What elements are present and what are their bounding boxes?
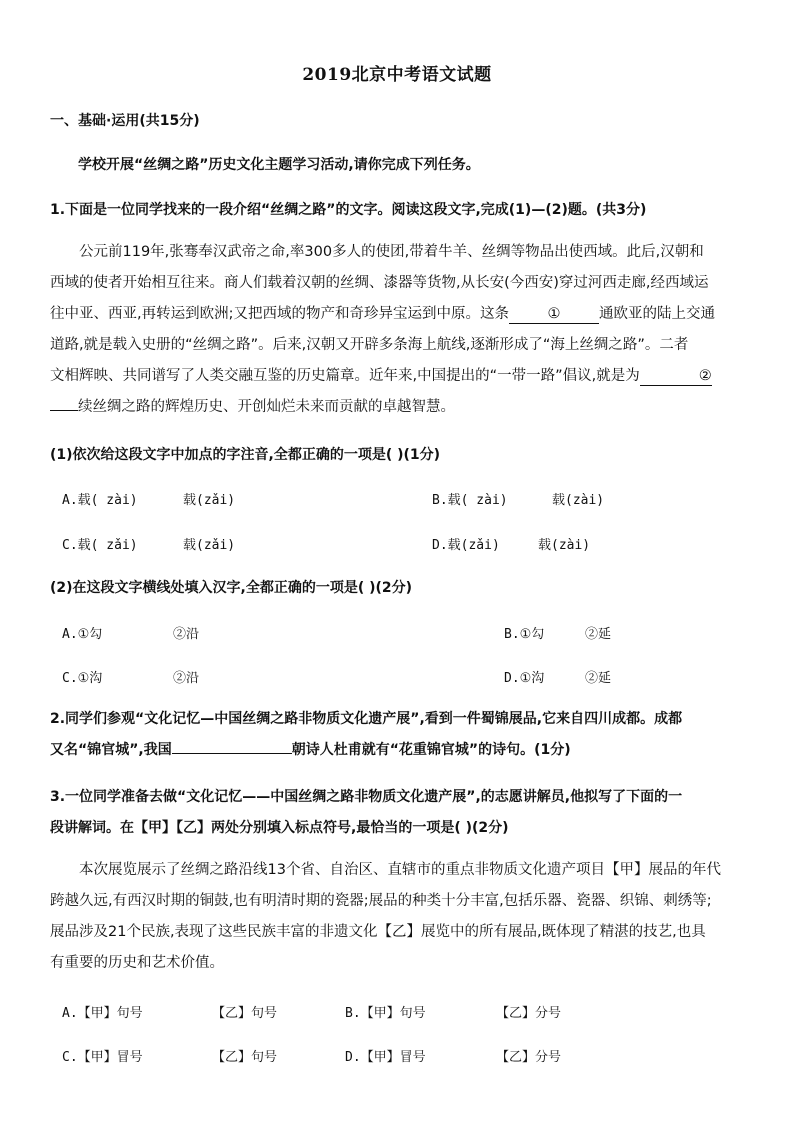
q3-line: 段讲解词。在【甲】【乙】两处分别填入标点符号,最恰当的一项是( )(2分) <box>50 820 509 836</box>
option-d-2: 【乙】分号 <box>496 1050 562 1065</box>
option-a: A.①勾 <box>62 627 103 642</box>
section-intro: 学校开展“丝绸之路”历史文化主题学习活动,请你完成下列任务。 <box>78 157 480 173</box>
q2-text <box>50 704 750 766</box>
passage-line: 跨越久远,有西汉时期的铜鼓,也有明清时期的瓷器;展品的种类十分丰富,包括乐器、瓷器、织锦、刺绣等; <box>50 893 712 909</box>
passage-line: 道路,就是载入史册的“丝绸之路”。后来,汉朝又开辟多条海上航线,逐渐形成了“海上丝绸之路”。二者 <box>50 337 689 353</box>
option-c: C.载( zǎi) <box>62 538 138 553</box>
option-b: B.①勾 <box>504 627 545 642</box>
q1-stem: 1.下面是一位同学找来的一段介绍“丝绸之路”的文字。阅读这段文字,完成(1)—(2)题。(共3分) <box>50 202 647 218</box>
option-c-2: 【乙】句号 <box>212 1050 278 1065</box>
q3-text <box>50 782 750 844</box>
passage-line: 公元前119年,张骞奉汉武帝之命,率300多人的使团,带着牛羊、丝绸等物品出使西域。此后,汉朝和 <box>79 244 704 260</box>
passage-line <box>50 392 750 423</box>
q3-line: 3.一位同学准备去做“文化记忆——中国丝绸之路非物质文化遗产展”,的志愿讲解员,他拟写了下面的一 <box>50 789 683 805</box>
option-a-2: 【乙】句号 <box>212 1006 278 1021</box>
option-c-2: ②沿 <box>173 671 200 686</box>
blank-2: ② <box>640 367 712 386</box>
q3-passage <box>50 855 750 979</box>
option-c: C.【甲】冒号 <box>62 1050 143 1065</box>
option-d-2: ②延 <box>585 671 612 686</box>
section-heading: 一、基础·运用(共15分) <box>50 113 200 129</box>
q2-line: 2.同学们参观“文化记忆—中国丝绸之路非物质文化遗产展”,看到一件蜀锦展品,它来自四川成都。成都 <box>50 711 683 727</box>
q1-passage <box>50 237 750 423</box>
blank-2-cont <box>50 392 78 411</box>
q1-sub1-stem: (1)依次给这段文字中加点的字注音,全都正确的一项是( )(1分) <box>50 447 441 463</box>
q2-line <box>50 735 750 766</box>
option-b-2: 载(zài) <box>552 493 605 508</box>
option-d-2: 载(zài) <box>538 538 591 553</box>
passage-text: 续丝绸之路的辉煌历史、开创灿烂未来而贡献的卓越智慧。 <box>78 399 455 415</box>
passage-line <box>50 299 750 330</box>
blank-1: ① <box>509 305 599 324</box>
option-a-2: 载(zǎi) <box>183 493 236 508</box>
passage-line: 有重要的历史和艺术价值。 <box>50 955 224 971</box>
option-a: A.【甲】句号 <box>62 1006 143 1021</box>
q2-text-b: 朝诗人杜甫就有“花重锦官城”的诗句。(1分) <box>291 742 571 758</box>
option-c: C.①沟 <box>62 671 103 686</box>
option-b-2: ②延 <box>585 627 612 642</box>
q2-text-a: 又名“锦官城”,我国 <box>50 742 172 758</box>
passage-line: 本次展览展示了丝绸之路沿线13个省、自治区、直辖市的重点非物质文化遗产项目【甲】展品的年代 <box>79 862 721 878</box>
option-d: D.①沟 <box>504 671 545 686</box>
passage-text: 通欧亚的陆上交通 <box>599 306 715 322</box>
passage-line: 展品涉及21个民族,表现了这些民族丰富的非遗文化【乙】展览中的所有展品,既体现了精湛的技艺,也具 <box>50 924 706 940</box>
option-a: A.载( zài) <box>62 493 138 508</box>
q1-sub2-stem: (2)在这段文字横线处填入汉字,全都正确的一项是( )(2分) <box>50 580 413 596</box>
option-c-2: 载(zǎi) <box>183 538 236 553</box>
q2-blank <box>172 735 292 754</box>
passage-line: 西域的使者开始相互往来。商人们载着汉朝的丝绸、漆器等货物,从长安(今西安)穿过河西走廊,经西域运 <box>50 275 709 291</box>
option-d: D.【甲】冒号 <box>345 1050 426 1065</box>
option-b: B.【甲】句号 <box>345 1006 426 1021</box>
passage-line <box>50 361 750 392</box>
option-a-2: ②沿 <box>173 627 200 642</box>
page-title: 2019北京中考语文试题 <box>302 65 492 85</box>
option-b-2: 【乙】分号 <box>496 1006 562 1021</box>
option-d: D.载(zǎi) <box>432 538 500 553</box>
option-b: B.载( zài) <box>432 493 508 508</box>
passage-text: 往中亚、西亚,再转运到欧洲;又把西域的物产和奇珍异宝运到中原。这条 <box>50 306 509 322</box>
passage-text: 文相辉映、共同谱写了人类交融互鉴的历史篇章。近年来,中国提出的“一带一路”倡议,就是为 <box>50 368 640 384</box>
